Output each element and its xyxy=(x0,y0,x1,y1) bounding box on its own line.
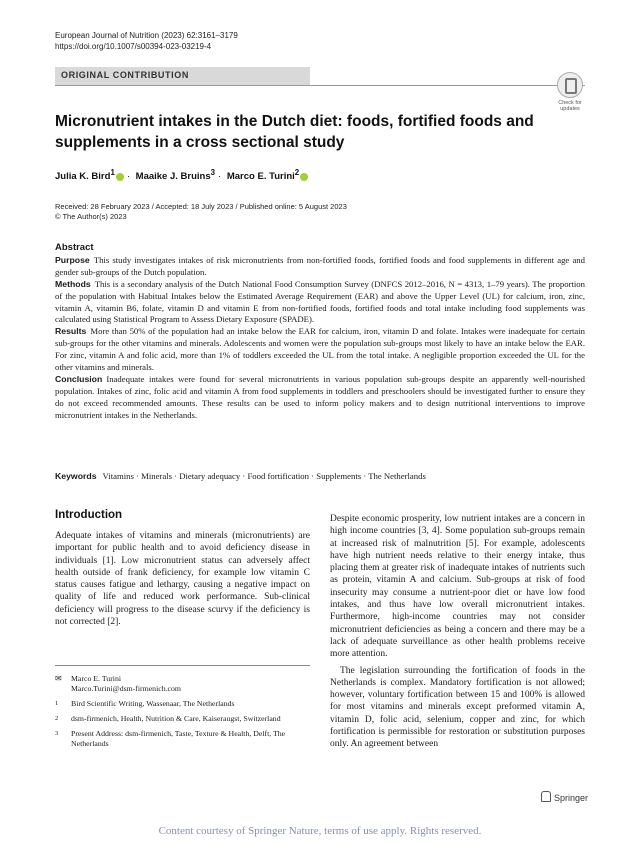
affiliation-text: Bird Scientific Writing, Wassenaar, The Netherlands xyxy=(71,699,235,708)
right-column xyxy=(330,513,585,751)
footnote-mark: 1 xyxy=(55,700,59,707)
journal-header xyxy=(55,30,238,52)
section-divider xyxy=(55,85,585,86)
abstract-label: Methods xyxy=(55,278,91,289)
abstract-label: Purpose xyxy=(55,254,90,265)
author-name[interactable]: Julia K. Bird xyxy=(55,171,111,183)
abstract-text: Inadequate intakes were found for several micronutrients in various population sub-groups despite an apparently well-nourished population. Intakes of zinc, folic acid and vitamin A from food supplements in toddlers and preschoolers should be investigated further to ensure they do not exceed recommended amounts. These results can be used to inform policy makers and to design nutritional interventions to improve micronutrient intakes in the Netherlands. xyxy=(55,373,585,420)
body-paragraph: Adequate intakes of vitamins and minerals (micronutrients) are important for public health and to avoid deficiency disease in individuals [1]. Low micronutrient status can adversely affect health outside of frank deficiency, for example low vitamin C status causes fatigue and lethargy, causing a negative impact on quality of life and reduced work performance. Sub-clinical deficiency will progress to the disease scurvy if the deficiency is not corrected [2]. xyxy=(55,531,310,628)
springer-horse-icon xyxy=(541,791,551,802)
footnote-mark: 2 xyxy=(55,715,59,722)
affiliation-footnote xyxy=(55,729,310,749)
body-paragraph: The legislation surrounding the fortification of foods in the Netherlands is complex. Mandatory fortification is not allowed; however, voluntary fortification between 15 and 100% is allowed for most vitamins and minerals except preformed vitamin A, vitamin D, folic acid, selenium, copper and zinc, for which fortification is permissible for restoration or substitution purposes only. An agreement between xyxy=(330,665,585,750)
affiliation-footnote xyxy=(55,714,310,724)
copyright-notice: © The Author(s) 2023 xyxy=(55,212,127,221)
abstract-label: Results xyxy=(55,326,87,337)
author-affiliation-mark: 3 xyxy=(210,168,216,177)
footnotes xyxy=(55,665,310,754)
left-column xyxy=(55,509,310,628)
abstract-text: This is a secondary analysis of the Dutch National Food Consumption Survey (DNFCS 2012–2016, N = 4313, 1–79 years). The proportion of the population with Habitual Intakes below the Estimated Average Requirement (EAR) and above the Upper Level (UL) for calcium, iron, zinc, vitamin A, vitamin B6, folate, vitamin D and vitamin E from non-fortified foods, fortified foods and total intake including food supplements was calculated using Statistical Program to Assess Dietary Exposure (SPADE). xyxy=(55,278,585,325)
check-for-updates-label: Check for updates xyxy=(558,100,582,112)
author-separator: · xyxy=(126,171,131,183)
bookmark-icon xyxy=(557,72,583,98)
publisher-name: Springer xyxy=(554,793,589,803)
section-label: ORIGINAL CONTRIBUTION xyxy=(61,70,189,80)
body-paragraph: Despite economic prosperity, low nutrient intakes are a concern in high income countries [3, 4]. Some population sub-groups remain at increased risk of malnutrition [5]. For example, adolescents have high nutrient needs relative to their energy intake, thus placing them at greater risk of inadequate intakes of nutrients such as protein, vitamin A and calcium. Sub-groups at risk of food insecurity may consume a nutrient-poor diet or have low food intakes, and thus have low overall micronutrient intakes. Furthermore, high-income countries may not consider micronutrient deficiencies as being a concern and there may be a lack of adequate surveillance as other health problems receive more attention. xyxy=(330,514,585,660)
contact-block xyxy=(71,674,181,694)
author-separator: · xyxy=(218,171,222,183)
abstract-text: More than 50% of the population had an intake below the EAR for calcium, iron, vitamin D and folate. Intakes were inadequate for certain sub-groups for the other vitamins and minerals. Adolescents and women were the population sub-groups most likely to have an intake below the EAR. For zinc, vitamin A and folic acid, more than 1% of toddlers exceeded the UL from the total intake. A negligible proportion exceeded the UL for the other vitamins and minerals. xyxy=(55,326,585,373)
introduction-heading: Introduction xyxy=(55,509,123,521)
author-affiliation-mark: 1 xyxy=(110,168,115,177)
contact-name: Marco E. Turini xyxy=(71,674,122,683)
publisher-logo xyxy=(541,791,588,803)
abstract xyxy=(55,242,585,422)
abstract-methods xyxy=(55,279,585,327)
author-name[interactable]: Marco E. Turini xyxy=(226,171,295,183)
contact-email[interactable]: Marco.Turini@dsm-firmenich.com xyxy=(71,684,181,693)
envelope-icon: ✉ xyxy=(55,674,62,683)
author-name[interactable]: Maaike J. Bruins xyxy=(135,171,211,183)
courtesy-notice: Content courtesy of Springer Nature, terms of use apply. Rights reserved. xyxy=(158,825,482,837)
publication-dates xyxy=(55,202,347,222)
orcid-icon[interactable] xyxy=(116,173,124,181)
abstract-label: Conclusion xyxy=(55,373,103,384)
check-for-updates-badge[interactable] xyxy=(554,72,586,112)
footnote-mark: 3 xyxy=(55,730,59,737)
journal-citation: European Journal of Nutrition (2023) 62:3161–3179 xyxy=(55,31,238,40)
article-title: Micronutrient intakes in the Dutch diet: foods, fortified foods and supplements in a cross sectional study xyxy=(55,113,534,151)
history-dates: Received: 28 February 2023 / Accepted: 18 July 2023 / Published online: 5 August 2023 xyxy=(55,202,347,211)
doi-link[interactable]: https://doi.org/10.1007/s00394-023-03219-4 xyxy=(55,42,212,51)
section-bar xyxy=(55,67,310,85)
affiliation-text: dsm-firmenich, Health, Nutrition & Care, Kaiseraugst, Switzerland xyxy=(71,714,281,723)
abstract-results xyxy=(55,326,585,374)
abstract-heading: Abstract xyxy=(55,242,94,253)
affiliation-footnote xyxy=(55,699,310,709)
abstract-purpose xyxy=(55,255,585,279)
corresponding-author xyxy=(55,674,310,694)
keywords-label: Keywords xyxy=(55,471,97,481)
keywords-list: Vitamins · Minerals · Dietary adequacy · Food fortification · Supplements · The Netherlands xyxy=(102,471,426,481)
author-affiliation-mark: 2 xyxy=(294,168,300,177)
affiliation-text: Present Address: dsm-firmenich, Taste, Texture & Health, Delft, The Netherlands xyxy=(71,729,286,748)
author-list xyxy=(55,168,308,182)
keywords xyxy=(55,471,585,481)
abstract-conclusion xyxy=(55,374,585,422)
orcid-icon[interactable] xyxy=(300,173,308,181)
abstract-text: This study investigates intakes of risk micronutrients from non-fortified foods, fortified foods and food supplements in different age and gender sub-groups of the Dutch population. xyxy=(55,254,585,277)
